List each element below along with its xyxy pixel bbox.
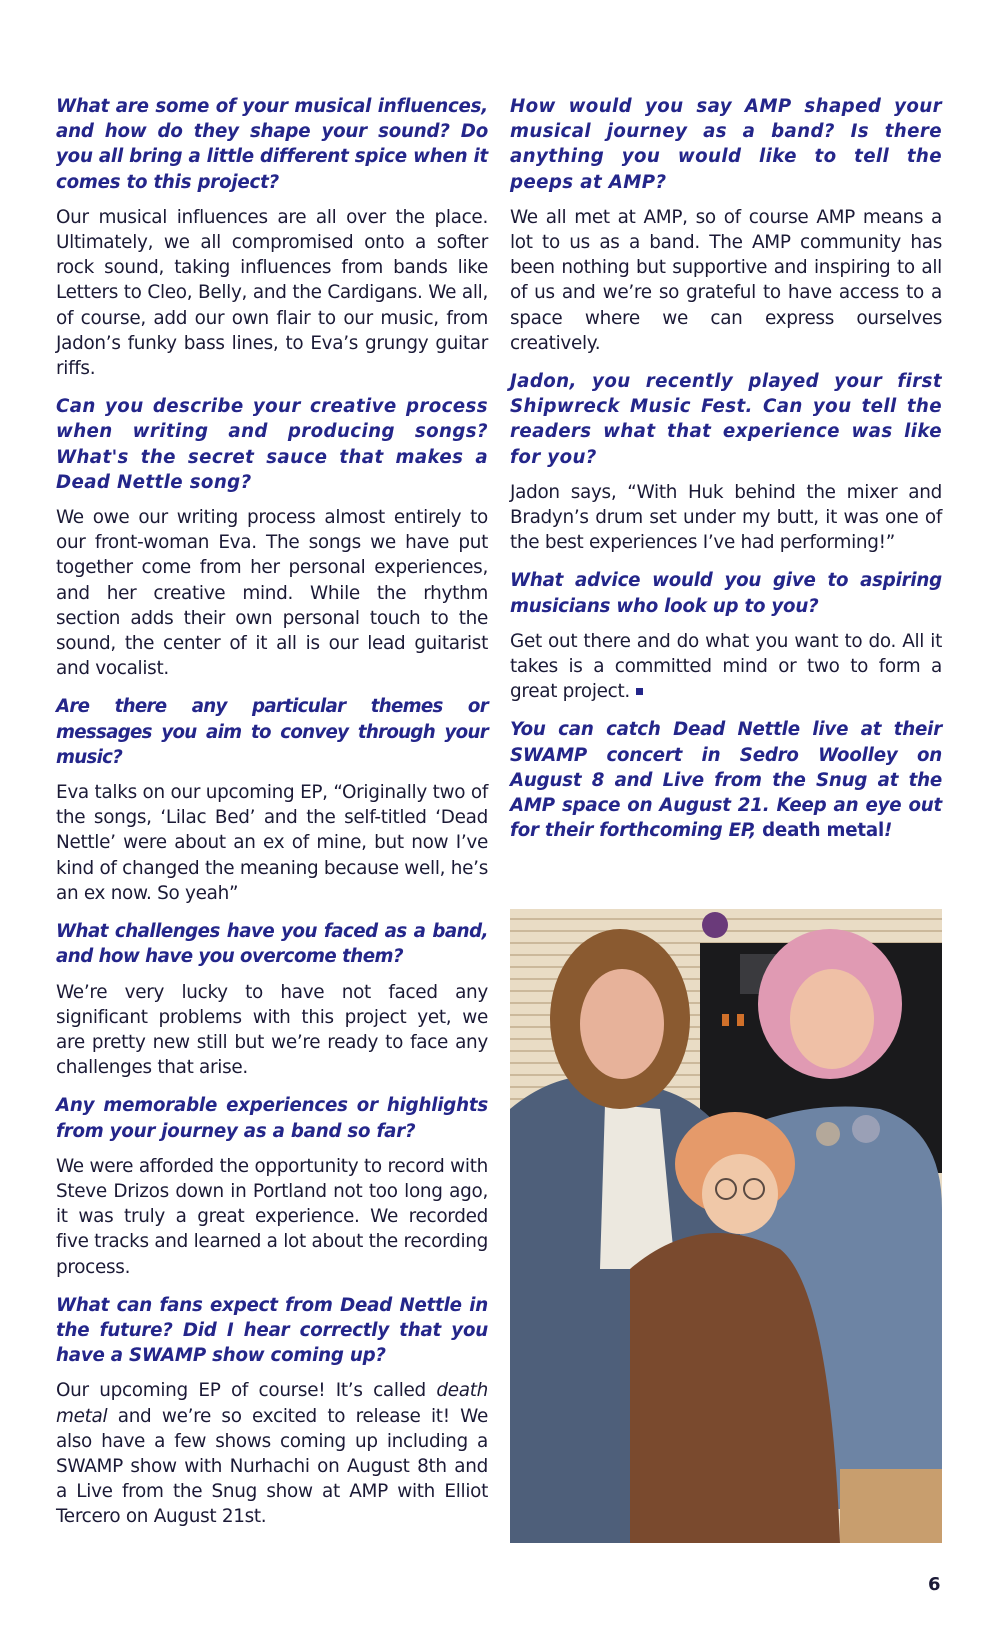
answer-text: and we’re so excited to release it! We also have a few shows coming up including a SWAMP show with Nurhachi on August 8th and a Live from the Snug show at AMP with Elliot Tercero on August 21st. <box>56 1405 488 1528</box>
interview-question: What can fans expect from Dead Nettle in the future? Did I hear correctly that you have a SWAMP show coming up? <box>56 1294 488 1367</box>
carpet-floor <box>840 1469 942 1543</box>
band-photo-illustration <box>510 909 942 1543</box>
amplifier-knob <box>737 1014 744 1026</box>
jacket-pin <box>852 1115 880 1143</box>
person-right-face <box>790 969 874 1069</box>
closing-note-text: You can catch Dead Nettle live at their SWAMP concert in Sedro Woolley on August 8 and Live from the Snug at the AMP space on August 21. Keep an eye out for their forthcoming EP, <box>510 719 942 842</box>
interview-answer <box>510 629 942 705</box>
interview-question: Jadon, you recently played your first Shipwreck Music Fest. Can you tell the readers what that experience was like for you? <box>510 371 942 468</box>
band-photo <box>510 909 942 1543</box>
interview-question: What challenges have you faced as a band, and how have you overcome them? <box>56 921 488 968</box>
interview-question: How would you say AMP shaped your musical journey as a band? Is there anything you would like to tell the peeps at AMP? <box>510 96 942 193</box>
person-center-face <box>702 1154 778 1234</box>
interview-answer: We all met at AMP, so of course AMP means a lot to us as a band. The AMP community has been nothing but supportive and inspiring to all of us and we’re so grateful to have access to a space where we can express ourselves creatively. <box>510 206 942 354</box>
answer-text: Get out there and do what you want to do. All it takes is a committed mind or two to form a great project. <box>510 630 942 703</box>
interview-question: What are some of your musical influences, and how do they shape your sound? Do you all bring a little different spice when it comes to this project? <box>56 96 488 193</box>
amplifier-knob <box>722 1014 729 1026</box>
closing-note <box>510 717 942 843</box>
interview-answer: We owe our writing process almost entirely to our front-woman Eva. The songs we have put together come from her personal experiences, and her creative mind. While the rhythm section adds their own personal touch to the sound, the center of it all is our lead guitarist and vocalist. <box>56 507 488 680</box>
page-number: 6 <box>928 1574 941 1595</box>
ep-title: death metal <box>762 820 884 842</box>
interview-question: Any memorable experiences or highlights from your journey as a band so far? <box>56 1095 488 1142</box>
left-column <box>56 94 488 1543</box>
ep-title: death metal <box>56 1380 488 1427</box>
interview-answer: We’re very lucky to have not faced any significant problems with this project yet, we are pretty new still but we’re ready to face any challenges that arise. <box>56 981 488 1079</box>
end-of-article-mark-icon <box>636 688 643 695</box>
interview-question: What advice would you give to aspiring musicians who look up to you? <box>510 570 942 617</box>
right-column <box>510 94 942 853</box>
answer-text: Our upcoming EP of course! It’s called <box>56 1380 437 1402</box>
interview-answer: We were afforded the opportunity to record with Steve Drizos down in Portland not too long ago, it was truly a great experience. We recorded five tracks and learned a lot about the recording process. <box>56 1155 488 1278</box>
jacket-pin <box>816 1122 840 1146</box>
interview-answer <box>56 1378 488 1529</box>
plush-toy <box>702 912 728 938</box>
interview-question: Are there any particular themes or messages you aim to convey through your music? <box>56 696 488 768</box>
closing-note-text: ! <box>884 820 893 842</box>
interview-question: Can you describe your creative process when writing and producing songs? What's the secret sauce that makes a Dead Nettle song? <box>56 396 488 493</box>
person-left-face <box>580 969 664 1079</box>
interview-answer: Eva talks on our upcoming EP, “Originally two of the songs, ‘Lilac Bed’ and the self-titled ‘Dead Nettle’ were about an ex of mine, but now I’ve kind of changed the meaning because well, he’s an ex now. So yeah” <box>56 782 488 904</box>
interview-answer: Our musical influences are all over the place. Ultimately, we all compromised onto a softer rock sound, taking influences from bands like Letters to Cleo, Belly, and the Cardigans. We all, of course, add our own flair to our music, from Jadon’s funky bass lines, to Eva’s grungy guitar riffs. <box>56 206 488 380</box>
interview-answer: Jadon says, “With Huk behind the mixer and Bradyn’s drum set under my butt, it was one of the best experiences I’ve had performing!” <box>510 481 942 554</box>
